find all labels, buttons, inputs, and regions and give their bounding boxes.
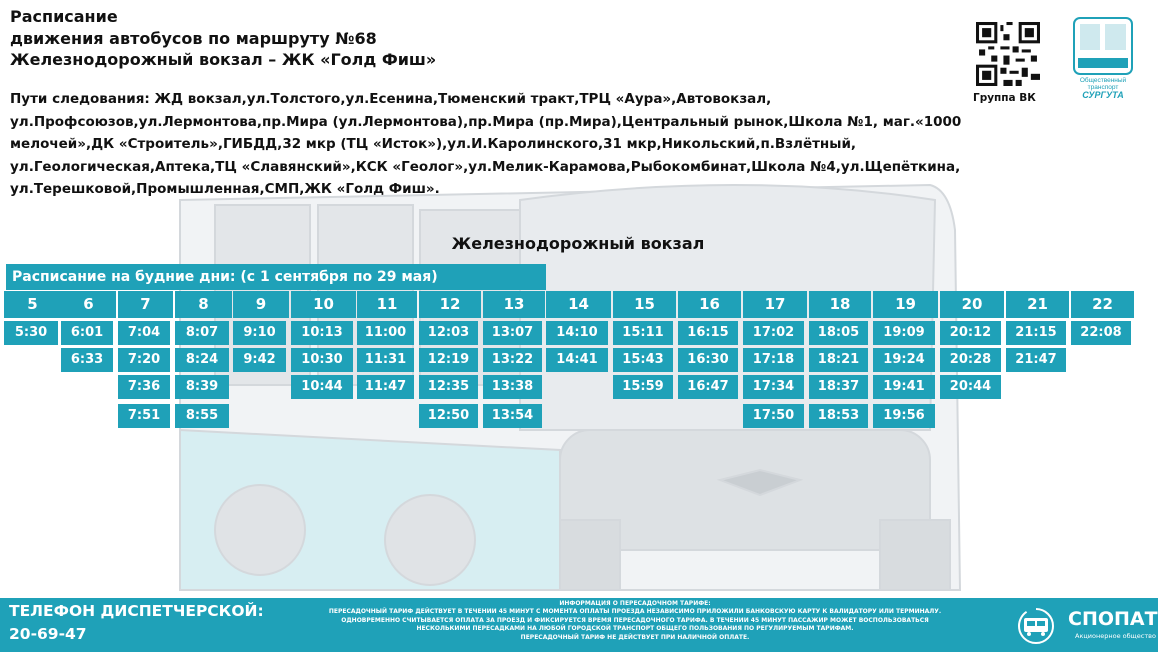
route-description: Пути следования: ЖД вокзал,ул.Толстого,ул.Есенина,Тюменский тракт,ТРЦ «Аура»,Автовокзал, ул.Профсоюзов,ул.Лермонтова,пр.Мира (ул.Лермонтова),пр.Мира (пр.Мира),Центральный рынок,Школа №1, маг.«1000 мелочей»,ДК «Строитель»,ГИБДД,32 мкр (ТЦ «Исток»),ул.И.Каролинского,31 мкр,Никольский,п.Взлётный, ул.Геологическая,Аптека,ТЦ «Славянский»,КСК «Геолог»,ул.Мелик-Карамова,Рыбокомбинат,Школа №4,ул.Щепёткина, ул.Терешковой,Промышленная,СМП,ЖК «Голд Фиш». — [10, 91, 962, 197]
departure-time: 7:51 — [118, 404, 170, 428]
hour-header: 8 — [175, 291, 232, 318]
departure-time: 6:01 — [61, 321, 113, 345]
title-block — [10, 6, 436, 71]
departure-time: 11:31 — [357, 348, 414, 372]
departure-time: 12:03 — [419, 321, 478, 345]
departure-time: 12:19 — [419, 348, 478, 372]
departure-time: 18:53 — [809, 404, 868, 428]
transfer-tariff-info — [280, 600, 990, 642]
info-line: ПЕРЕСАДОЧНЫЙ ТАРИФ НЕ ДЕЙСТВУЕТ ПРИ НАЛИЧНОЙ ОПЛАТЕ. — [520, 633, 750, 641]
spopat-brand: СПОПАТ — [1068, 608, 1158, 630]
departure-time: 17:34 — [743, 375, 804, 399]
departure-time: 11:47 — [357, 375, 414, 399]
hour-header: 21 — [1006, 291, 1069, 318]
logo-line-2: транспорт — [1087, 84, 1119, 91]
departure-time: 14:10 — [546, 321, 608, 345]
hour-header: 19 — [873, 291, 938, 318]
qr-code-icon[interactable] — [976, 22, 1040, 86]
hour-header: 10 — [291, 291, 356, 318]
hour-header: 18 — [809, 291, 871, 318]
spopat-bus-icon — [1008, 606, 1064, 646]
hour-header: 16 — [678, 291, 741, 318]
info-line: ПЕРЕСАДОЧНЫЙ ТАРИФ ДЕЙСТВУЕТ В ТЕЧЕНИИ 45 МИНУТ С МОМЕНТА ОПЛАТЫ ПРОЕЗДА НЕЗАВИСИМО ПРИЛОЖИЛИ БАНКОВСКУЮ КАРТУ К ВАЛИДАТОРУ ИЛИ ТЕРМИНАЛУ. — [328, 608, 942, 616]
departure-time: 8:39 — [175, 375, 229, 399]
info-line: НЕСКОЛЬКИМИ ПЕРЕСАДКАМИ НА ЛЮБОЙ ГОРОДСКОЙ ТРАНСПОРТ ОБЩЕГО ПОЛЬЗОВАНИЯ ПО РЕГУЛИРУЕМЫМ ТАРИФАМ. — [416, 625, 854, 633]
departure-time: 19:56 — [873, 404, 935, 428]
departure-time: 15:59 — [613, 375, 673, 399]
departure-time: 11:00 — [357, 321, 414, 345]
departure-time: 10:13 — [291, 321, 353, 345]
departure-time: 22:08 — [1071, 321, 1131, 345]
logo-line-3: СУРГУТА — [1082, 90, 1124, 100]
dispatcher-phone-number[interactable]: 20-69-47 — [9, 625, 87, 643]
title-line-3: Железнодорожный вокзал – ЖК «Голд Фиш» — [10, 50, 437, 69]
departure-time: 12:35 — [419, 375, 478, 399]
hour-header: 11 — [357, 291, 417, 318]
hour-header: 12 — [419, 291, 481, 318]
departure-time: 7:36 — [118, 375, 170, 399]
dispatcher-phone-label: ТЕЛЕФОН ДИСПЕТЧЕРСКОЙ: — [9, 602, 264, 620]
departure-time: 9:42 — [233, 348, 286, 372]
departure-time: 5:30 — [4, 321, 58, 345]
hour-header: 9 — [233, 291, 289, 318]
departure-time: 19:09 — [873, 321, 935, 345]
departure-time: 18:05 — [809, 321, 868, 345]
departure-time: 13:54 — [483, 404, 542, 428]
departure-time: 7:20 — [118, 348, 170, 372]
departure-time: 8:07 — [175, 321, 229, 345]
departure-time: 20:28 — [940, 348, 1001, 372]
hour-header: 20 — [940, 291, 1004, 318]
departure-time: 21:15 — [1006, 321, 1066, 345]
departure-time: 10:44 — [291, 375, 353, 399]
departure-time: 12:50 — [419, 404, 478, 428]
departure-time: 20:44 — [940, 375, 1001, 399]
hour-header: 22 — [1071, 291, 1134, 318]
station-name: Железнодорожный вокзал — [451, 234, 705, 253]
footer-bar — [0, 598, 1158, 652]
departure-time: 16:47 — [678, 375, 738, 399]
departure-time: 19:24 — [873, 348, 935, 372]
departure-time: 13:38 — [483, 375, 542, 399]
schedule-title: Расписание на будние дни: (с 1 сентября по 29 мая) — [6, 264, 546, 290]
departure-time: 18:37 — [809, 375, 868, 399]
station-title — [0, 234, 1158, 253]
departure-time: 19:41 — [873, 375, 935, 399]
hour-header: 6 — [61, 291, 116, 318]
spopat-brand-sub: Акционерное общество — [1075, 632, 1156, 640]
departure-time: 13:07 — [483, 321, 542, 345]
departure-time: 10:30 — [291, 348, 353, 372]
departure-time: 17:18 — [743, 348, 804, 372]
departure-time: 16:30 — [678, 348, 738, 372]
departure-time: 15:43 — [613, 348, 673, 372]
departure-time: 20:12 — [940, 321, 1001, 345]
departure-time: 17:02 — [743, 321, 804, 345]
departure-time: 8:24 — [175, 348, 229, 372]
departure-time: 9:10 — [233, 321, 286, 345]
title-line-2: движения автобусов по маршруту №68 — [10, 28, 377, 48]
departure-time: 13:22 — [483, 348, 542, 372]
departure-time: 16:15 — [678, 321, 738, 345]
hour-header: 5 — [4, 291, 61, 318]
departure-time: 18:21 — [809, 348, 868, 372]
bus-logo-icon — [1060, 14, 1146, 100]
title-line-1: Расписание — [10, 7, 118, 26]
hour-header: 14 — [546, 291, 611, 318]
departure-time: 17:50 — [743, 404, 804, 428]
departure-time: 8:55 — [175, 404, 229, 428]
hour-header: 13 — [483, 291, 545, 318]
departure-time: 21:47 — [1006, 348, 1066, 372]
departure-time: 7:04 — [118, 321, 170, 345]
departure-time: 6:33 — [61, 348, 113, 372]
logo-line-1: Общественный — [1079, 77, 1127, 84]
info-line: ОДНОВРЕМЕННО СЧИТЫВАЕТСЯ ОПЛАТА ЗА ПРОЕЗД И ФИКСИРУЕТСЯ ВРЕМЯ ПЕРЕСАДОЧНОГО ТАРИФА. В ТЕЧЕНИИ 45 МИНУТ ПАССАЖИР МОЖЕТ ВОСПОЛЬЗОВАТЬСЯ — [341, 616, 929, 624]
vk-group-label: Группа ВК — [973, 92, 1036, 104]
hour-header: 15 — [613, 291, 676, 318]
hour-header: 7 — [118, 291, 173, 318]
hour-header: 17 — [743, 291, 807, 318]
departure-time: 14:41 — [546, 348, 608, 372]
departure-time: 15:11 — [613, 321, 673, 345]
info-line: ИНФОРМАЦИЯ О ПЕРЕСАДОЧНОМ ТАРИФЕ: — [559, 600, 711, 607]
